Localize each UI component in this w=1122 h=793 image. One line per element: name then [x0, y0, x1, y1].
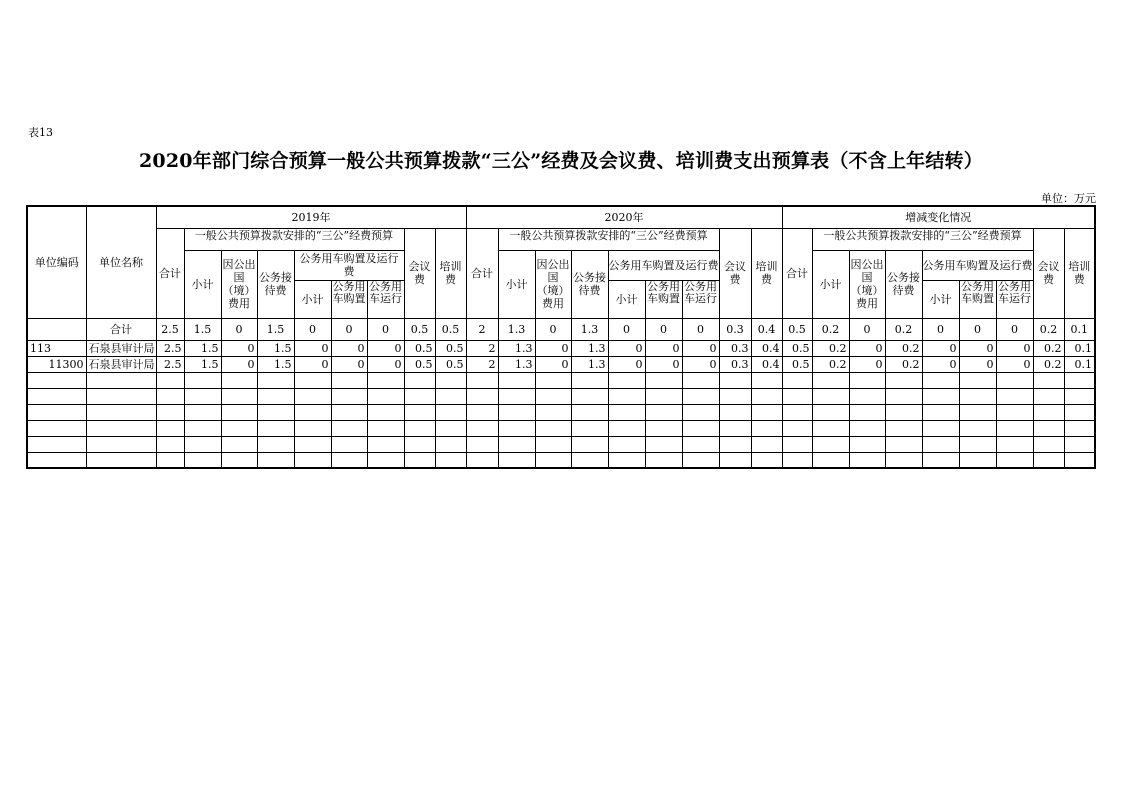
- row-cell: 0: [294, 340, 331, 356]
- row-cell: 1.5: [184, 356, 221, 372]
- empty-row: [27, 404, 1095, 420]
- total-cell: 1.5: [257, 318, 294, 340]
- empty-row: [27, 388, 1095, 404]
- row-cell: 0.2: [885, 340, 922, 356]
- total-cell: 0.1: [1064, 318, 1095, 340]
- header-2020-meeting: 会议费: [719, 228, 751, 318]
- header-change-meeting: 会议费: [1033, 228, 1064, 318]
- header-2019-training: 培训费: [435, 228, 466, 318]
- header-2019-total: 合计: [156, 228, 184, 318]
- row-cell: 0.2: [885, 356, 922, 372]
- total-cell: 0: [221, 318, 257, 340]
- row-cell: 0.5: [404, 340, 435, 356]
- row-cell: 0: [221, 340, 257, 356]
- row-cell: 0.5: [404, 356, 435, 372]
- row-cell: 0: [996, 356, 1033, 372]
- row-cell: 0.5: [782, 356, 812, 372]
- header-2020-vehicle: 公务用车购置及运行费: [608, 250, 719, 280]
- row-cell: 0: [922, 356, 959, 372]
- total-cell: 1.3: [498, 318, 535, 340]
- total-cell: 2: [466, 318, 498, 340]
- row-cell: 0.5: [435, 356, 466, 372]
- header-2020-vehicle-subtotal: 小计: [608, 280, 645, 318]
- header-2019-vehicle: 公务用车购置及运行费: [294, 250, 404, 280]
- total-cell: 0.3: [719, 318, 751, 340]
- row-cell: 1.3: [571, 356, 608, 372]
- header-change-reception: 公务接待费: [885, 250, 922, 318]
- header-2019-vehicle-run: 公务用车运行: [369, 281, 402, 305]
- row-cell: 0: [535, 340, 571, 356]
- row-cell: 0: [367, 356, 404, 372]
- total-cell: 0: [682, 318, 719, 340]
- header-2019-subtotal: 小计: [184, 250, 221, 318]
- row-cell: 0: [294, 356, 331, 372]
- row-cell: 0.3: [719, 340, 751, 356]
- row-code: 113: [27, 340, 86, 356]
- header-2020-training: 培训费: [751, 228, 782, 318]
- row-cell: 0: [645, 340, 682, 356]
- header-change-abroad: 因公出国（境）费用: [850, 258, 884, 310]
- header-2020-vehicle-buy: 公务用车购置: [647, 281, 680, 305]
- row-cell: 0.5: [435, 340, 466, 356]
- row-code: 11300: [27, 356, 86, 372]
- header-change-sangong: 一般公共预算拨款安排的“三公”经费预算: [823, 228, 1022, 242]
- row-cell: 0: [959, 340, 996, 356]
- total-cell: 0.4: [751, 318, 782, 340]
- header-change-vehicle: 公务用车购置及运行费: [922, 250, 1033, 280]
- total-cell: 0: [849, 318, 885, 340]
- header-name: 单位名称: [86, 206, 156, 318]
- total-cell: 1.3: [571, 318, 608, 340]
- unit-label: 单位：万元: [1041, 192, 1096, 205]
- total-cell: 0.5: [404, 318, 435, 340]
- total-cell: 0: [645, 318, 682, 340]
- row-cell: 0.4: [751, 340, 782, 356]
- header-2019-sangong: 一般公共预算拨款安排的“三公”经费预算: [194, 228, 394, 242]
- row-cell: 0: [331, 340, 367, 356]
- empty-row: [27, 372, 1095, 388]
- row-cell: 1.3: [571, 340, 608, 356]
- row-cell: 2: [466, 340, 498, 356]
- header-2019-vehicle-subtotal: 小计: [294, 280, 331, 318]
- row-cell: 0: [996, 340, 1033, 356]
- row-cell: 0: [221, 356, 257, 372]
- row-cell: 0: [922, 340, 959, 356]
- header-code: 单位编码: [27, 206, 86, 318]
- header-2019-reception: 公务接待费: [257, 250, 294, 318]
- total-row: [27, 318, 1095, 340]
- header-2020-abroad: 因公出国（境）费用: [536, 258, 570, 310]
- row-cell: 1.5: [257, 356, 294, 372]
- row-cell: 0: [535, 356, 571, 372]
- row-cell: 2: [466, 356, 498, 372]
- header-change-total: 合计: [782, 228, 812, 318]
- header-change-subtotal: 小计: [812, 250, 849, 318]
- total-cell: 0.2: [812, 318, 849, 340]
- row-cell: 0.2: [812, 356, 849, 372]
- header-2020-vehicle-run: 公务用车运行: [684, 281, 717, 305]
- row-name: 石泉县审计局: [86, 356, 156, 372]
- page-title: 2020年部门综合预算一般公共预算拨款“三公”经费及会议费、培训费支出预算表（不含上年结转）: [139, 150, 983, 172]
- empty-row: [27, 452, 1095, 468]
- row-cell: 0.1: [1064, 356, 1095, 372]
- row-cell: 0: [849, 356, 885, 372]
- row-cell: 0: [849, 340, 885, 356]
- total-label: 合计: [86, 318, 156, 340]
- header-2019-vehicle-buy: 公务用车购置: [332, 281, 366, 305]
- row-cell: 0: [682, 356, 719, 372]
- row-cell: 0.2: [1033, 356, 1064, 372]
- header-2019: 2019年: [156, 206, 466, 228]
- row-cell: 0: [682, 340, 719, 356]
- budget-table: [26, 205, 1096, 469]
- total-cell: 2.5: [156, 318, 184, 340]
- row-cell: 1.3: [498, 356, 535, 372]
- table-row: [27, 356, 1095, 372]
- header-change: 增减变化情况: [782, 206, 1095, 228]
- row-cell: 1.5: [184, 340, 221, 356]
- table-number: 表13: [28, 126, 53, 139]
- row-cell: 0.1: [1064, 340, 1095, 356]
- row-cell: 0: [645, 356, 682, 372]
- row-cell: 0.2: [812, 340, 849, 356]
- total-cell: 0.2: [1033, 318, 1064, 340]
- total-cell: 0: [996, 318, 1033, 340]
- total-cell: 1.5: [184, 318, 221, 340]
- total-cell: 0: [331, 318, 367, 340]
- total-cell: 0: [535, 318, 571, 340]
- row-cell: 0: [608, 356, 645, 372]
- header-2020-reception: 公务接待费: [571, 250, 608, 318]
- row-cell: 0: [331, 356, 367, 372]
- row-cell: 0.4: [751, 356, 782, 372]
- header-2020-total: 合计: [466, 228, 498, 318]
- total-cell: 0: [608, 318, 645, 340]
- row-cell: 0: [367, 340, 404, 356]
- row-name: 石泉县审计局: [86, 340, 156, 356]
- row-cell: 0: [959, 356, 996, 372]
- header-2020-subtotal: 小计: [498, 250, 535, 318]
- row-cell: 1.5: [257, 340, 294, 356]
- total-cell: 0: [922, 318, 959, 340]
- row-cell: 0.3: [719, 356, 751, 372]
- row-cell: 0.2: [1033, 340, 1064, 356]
- total-code: [27, 318, 86, 340]
- row-cell: 2.5: [156, 356, 184, 372]
- header-2019-abroad: 因公出国（境）费用: [222, 258, 256, 310]
- table-row: [27, 340, 1095, 356]
- header-2020-sangong: 一般公共预算拨款安排的“三公”经费预算: [509, 228, 708, 242]
- total-cell: 0: [294, 318, 331, 340]
- total-cell: 0: [959, 318, 996, 340]
- total-cell: 0.5: [782, 318, 812, 340]
- row-cell: 0: [608, 340, 645, 356]
- header-change-vehicle-buy: 公务用车购置: [961, 281, 994, 305]
- empty-row: [27, 420, 1095, 436]
- header-change-vehicle-run: 公务用车运行: [998, 281, 1031, 305]
- total-cell: 0: [367, 318, 404, 340]
- header-2019-meeting: 会议费: [404, 228, 435, 318]
- header-2020: 2020年: [466, 206, 782, 228]
- total-cell: 0.2: [885, 318, 922, 340]
- row-cell: 1.3: [498, 340, 535, 356]
- row-cell: 0.5: [782, 340, 812, 356]
- empty-row: [27, 436, 1095, 452]
- header-change-training: 培训费: [1064, 228, 1095, 318]
- row-cell: 2.5: [156, 340, 184, 356]
- total-cell: 0.5: [435, 318, 466, 340]
- header-change-vehicle-subtotal: 小计: [922, 280, 959, 318]
